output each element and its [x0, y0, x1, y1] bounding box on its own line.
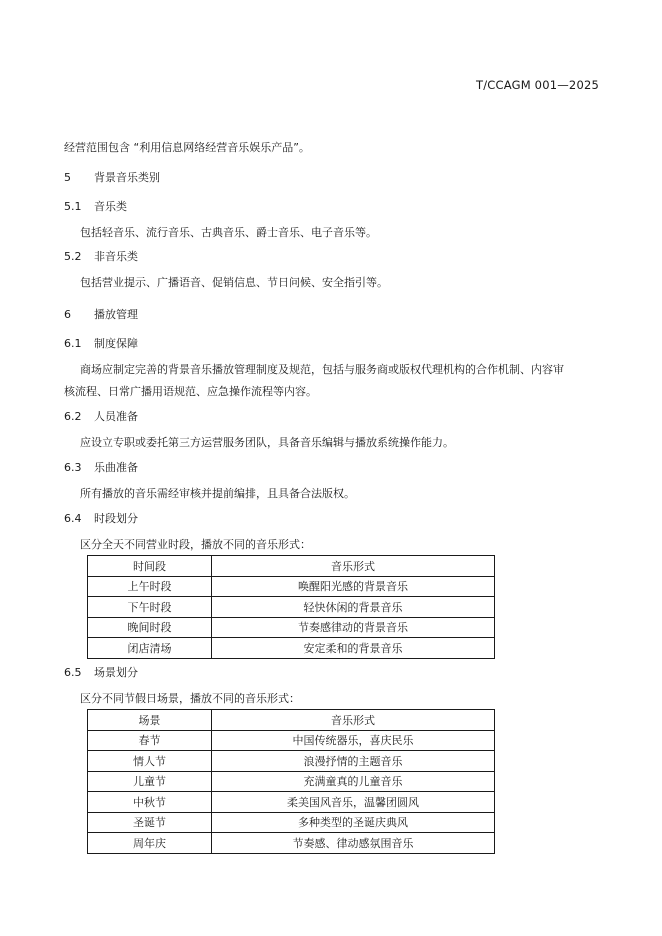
section-5-heading — [64, 170, 160, 186]
section-title: 非音乐类 — [94, 250, 138, 263]
table-cell: 下午时段 — [88, 597, 212, 618]
table-row — [88, 617, 495, 638]
table-cell: 唤醒阳光感的背景音乐 — [212, 576, 495, 597]
section-6-1-body-line1: 商场应制定完善的背景音乐播放管理制度及规范，包括与服务商或版权代理机构的合作机制、内容审 — [80, 363, 564, 376]
table-cell: 中国传统器乐，喜庆民乐 — [212, 730, 495, 751]
section-6-3-body: 所有播放的音乐需经审核并提前编排，且具备合法版权。 — [80, 487, 355, 500]
table-cell: 周年庆 — [88, 833, 212, 854]
table-header-row — [88, 710, 495, 731]
section-number: 5.1 — [64, 200, 82, 213]
table-cell: 情人节 — [88, 751, 212, 772]
section-number: 6.5 — [64, 666, 82, 679]
table-cell: 柔美国风音乐，温馨团圆风 — [212, 792, 495, 813]
table-cell: 节奏感、律动感氛围音乐 — [212, 833, 495, 854]
section-number: 5 — [64, 171, 71, 184]
section-6-5-heading — [64, 665, 138, 681]
table-cell: 充满童真的儿童音乐 — [212, 771, 495, 792]
section-title: 人员准备 — [94, 410, 138, 423]
section-5-1-heading — [64, 199, 127, 215]
table-row — [88, 638, 495, 659]
table-cell: 多种类型的圣诞庆典风 — [212, 812, 495, 833]
table-row — [88, 812, 495, 833]
section-title: 制度保障 — [94, 337, 138, 350]
section-6-1-heading — [64, 336, 138, 352]
table-row — [88, 576, 495, 597]
section-title: 场景划分 — [94, 666, 138, 679]
table-cell: 闭店清场 — [88, 638, 212, 659]
table-cell: 轻快休闲的背景音乐 — [212, 597, 495, 618]
section-number: 5.2 — [64, 250, 82, 263]
table-cell: 圣诞节 — [88, 812, 212, 833]
time-period-table — [87, 555, 495, 659]
table-cell: 晚间时段 — [88, 617, 212, 638]
table-cell: 春节 — [88, 730, 212, 751]
section-title: 时段划分 — [94, 512, 138, 525]
section-number: 6 — [64, 308, 71, 321]
table-cell: 安定柔和的背景音乐 — [212, 638, 495, 659]
section-6-2-heading — [64, 409, 138, 425]
table-header-row — [88, 556, 495, 577]
table-row — [88, 730, 495, 751]
document-code: T/CCAGM 001—2025 — [475, 78, 599, 92]
section-title: 背景音乐类别 — [94, 171, 160, 184]
section-number: 6.2 — [64, 410, 82, 423]
table-header-cell: 音乐形式 — [212, 556, 495, 577]
table-header-cell: 场景 — [88, 710, 212, 731]
holiday-scene-table — [87, 709, 495, 854]
table-row — [88, 792, 495, 813]
section-6-4-heading — [64, 511, 138, 527]
section-number: 6.3 — [64, 461, 82, 474]
table-row — [88, 751, 495, 772]
table-cell: 儿童节 — [88, 771, 212, 792]
table-header-cell: 音乐形式 — [212, 710, 495, 731]
section-title: 音乐类 — [94, 200, 127, 213]
table-header-cell: 时间段 — [88, 556, 212, 577]
section-title: 播放管理 — [94, 308, 138, 321]
table-cell: 节奏感律动的背景音乐 — [212, 617, 495, 638]
table-row — [88, 771, 495, 792]
table-cell: 上午时段 — [88, 576, 212, 597]
section-6-heading — [64, 307, 138, 323]
section-5-1-body: 包括轻音乐、流行音乐、古典音乐、爵士音乐、电子音乐等。 — [80, 226, 377, 239]
section-number: 6.1 — [64, 337, 82, 350]
section-6-2-body: 应设立专职或委托第三方运营服务团队，具备音乐编辑与播放系统操作能力。 — [80, 436, 454, 449]
intro-text: 经营范围包含 “利用信息网络经营音乐娱乐产品”。 — [64, 141, 310, 154]
section-5-2-body: 包括营业提示、广播语音、促销信息、节日问候、安全指引等。 — [80, 276, 388, 289]
section-6-4-body: 区分全天不同营业时段，播放不同的音乐形式： — [80, 538, 311, 551]
section-6-5-body: 区分不同节假日场景，播放不同的音乐形式： — [80, 692, 300, 705]
table-row — [88, 833, 495, 854]
section-6-3-heading — [64, 460, 138, 476]
table-row — [88, 597, 495, 618]
section-number: 6.4 — [64, 512, 82, 525]
section-6-1-body-line2: 核流程、日常广播用语规范、应急操作流程等内容。 — [64, 385, 317, 398]
section-5-2-heading — [64, 249, 138, 265]
table-cell: 浪漫抒情的主题音乐 — [212, 751, 495, 772]
section-title: 乐曲准备 — [94, 461, 138, 474]
table-cell: 中秋节 — [88, 792, 212, 813]
